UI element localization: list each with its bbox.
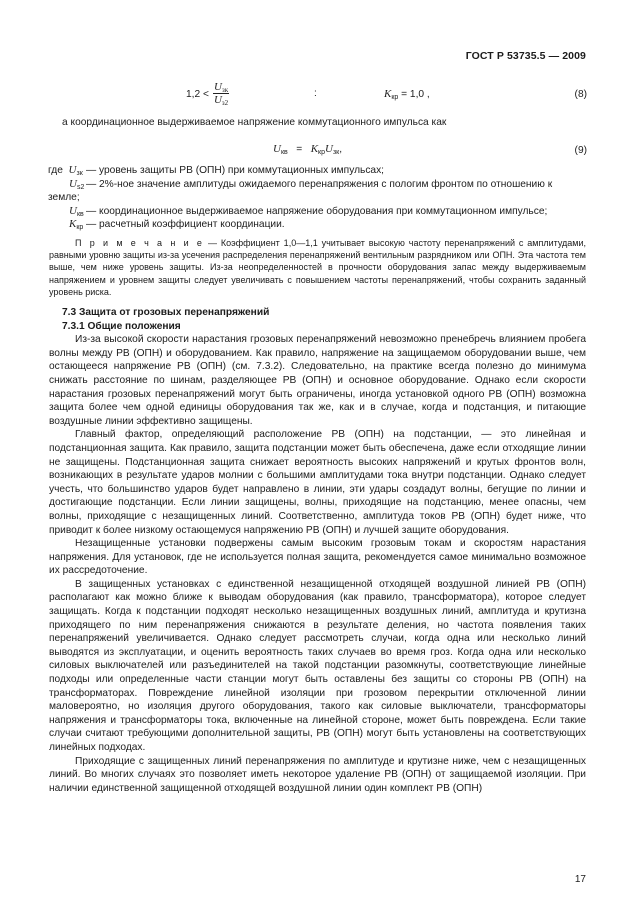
def-var: K — [69, 218, 77, 231]
section-heading-7-3: 7.3 Защита от грозовых перенапряжений — [62, 307, 270, 318]
eq8-colon: : — [314, 88, 317, 99]
eq8-k-var: K — [384, 88, 392, 100]
intro-line — [62, 116, 586, 130]
eq8-k-rhs: = 1,0 , — [401, 89, 430, 100]
def-var: U — [69, 204, 77, 217]
definition-item — [48, 164, 586, 178]
definition-continuation: земле; — [48, 192, 80, 204]
eq9-lhs-var: U — [273, 143, 281, 155]
def-text: — координационное выдерживаемое напряжение оборудования при коммутационном импульсе; — [86, 205, 548, 217]
note-paragraph — [49, 237, 586, 298]
body-paragraph: Из-за высокой скорости нарастания грозовых перенапряжений невозможно пренебречь влиянием пробега волны между РВ (ОПН) и оборудованием. Как правило, напряжение на защищаемом оборудовании выше, чем остающееся напряжение РВ (ОПН) (см. 7.3.2). Следовательно, на практике всегда полезно до минимума снижать расстояние по шинам, разделяющее РВ (ОПН) и основное оборудование. Однако если скорости нарастания грозовых перенапряжений могут быть ограничены, иногда установкой одного РВ (ОПН) возможна защита более чем одной единицы оборудования так же, как и в случае, когда и подстанция, и питающие воздушные линии эффективно защищены. — [49, 334, 586, 427]
eq9-k-var: K — [310, 143, 319, 155]
def-text: — 2%-ное значение амплитуды ожидаемого перенапряжения с пологим фронтом по отношению к — [86, 178, 553, 190]
body-paragraph: В защищенных установках с единственной незащищенной отходящей воздушной линией РВ (ОПН) располагают как можно ближе к выводам оборудования (как правило, трансформатора), которое следует защищать. Когда к подстанции подходят несколько незащищенных воздушных линий, амплитуда и крутизна приходящего по ним перенапряжения снижаются в результате деления, но частота появления таких перенапряжений увеличивается. Однако следует рассмотреть случаи, когда одна или несколько линий выводятся из эксплуатации, и оценить вероятность таких случаев во время гроз. Когда одна или несколько силовых выключателей или разъединителей на такой подстанции разомкнуты, соответствующие линейные подходы или определенные части станции могут быть оставлены без защиты со стороны РВ (ОПН) на трансформаторах. Повреждение линейной изоляции при грозовом перекрытии отключенной линии маловероятно, но изоляция другого оборудования, такого как силовые выключатели, трансформаторы напряжения и трансформаторы тока, включенные на линейной стороне, может быть повреждена. Если такие случаи считают требующими дополнительной защиты, РВ (ОПН) могут быть установлены на соответствующих линейных подходах. — [49, 578, 586, 753]
def-text: — расчетный коэффициент координации. — [86, 219, 285, 231]
definition-item — [48, 178, 586, 192]
definitions-list — [48, 164, 586, 232]
eq9-lhs-sub: кв — [280, 149, 288, 156]
eq8-num-sub: зк — [221, 86, 229, 94]
para-intro: а координационное выдерживаемое напряжение коммутационного импульса как — [62, 117, 447, 128]
note-block — [49, 237, 586, 298]
definition-item — [48, 205, 586, 219]
section-heading-7-3-1: 7.3.1 Общие положения — [62, 320, 181, 332]
def-sub: кр — [76, 224, 84, 232]
body-paragraph: Приходящие с защищенных линий перенапряжения по амплитуде и крутизне ниже, чем с незащищенных линий. Во многих случаях это позволяет иметь некоторое удаление РВ (ОПН) от защищаемой изоляции. При наличии единственной защищенной отходящей воздушной линии один комплект РВ (ОПН) — [49, 755, 586, 794]
def-text: — уровень защиты РВ (ОПН) при коммутационных импульсах; — [86, 165, 385, 176]
body-paragraph: Незащищенные установки подвержены самым высоким грозовым токам и скоростям нарастания напряжения. Для установок, где не используется полная защита, рекомендуется самое минимально возможное их рассредоточение. — [49, 538, 586, 577]
def-var: U — [68, 164, 77, 176]
eq9-rhs-sub: зк — [332, 149, 340, 156]
equation-8 — [0, 80, 630, 108]
standard-header: ГОСТ Р 53735.5 — 2009 — [465, 50, 586, 62]
def-prefix: где — [48, 165, 63, 176]
page-number: 17 — [574, 874, 586, 885]
body-paragraph: Главный фактор, определяющий расположение РВ (ОПН) на подстанции, — это линейная и подстанционная защита. Как правило, защита подстанции может быть обеспечена, даже если отходящие линии не защищены. Подстанционная защита снижает вероятность высоких напряжений и крутых фронтов волн, возникающих в результате ударов молнии с большими амплитудами тока внутри подстанции. Однако следует учесть, что большинство ударов будет направлено в линии, эти удары создадут волны, бегущие по линии и достигающие подстанции. Если линии защищены, волны, приходящие на подстанцию, менее опасны, чем волны, приходящие с незащищенных линий. Соответственно, амплитуда токов РВ (ОПН) будет ниже, что приводит к более низкому остающемуся напряжению РВ (ОПН) и лучшей защите оборудования. — [49, 429, 586, 536]
eq9-equals: = — [296, 144, 303, 155]
def-sub: s2 — [76, 183, 85, 191]
def-sub: кв — [76, 210, 84, 218]
eq8-den-var: U — [213, 94, 222, 106]
def-sub: зк — [76, 170, 83, 177]
eq8-den-sub: з2 — [221, 99, 229, 107]
eq8-k-sub: кр — [391, 94, 399, 101]
eq9-trail: , — [339, 144, 343, 155]
note-text: — Коэффициент 1,0—1,1 учитывает высокую частоту перенапряжений с амплитудами, равными уровню защиты из-за усечения распределения перенапряжений вентильным разрядником или ОПН. Эта частота тем выше, чем ниже уровень защиты. Из-за неопределенностей в прочности оборудования запас между выдерживаемым напряжением и уровнем защиты следует увеличивать с повышением частоты перенапряжений, чтобы сохранить заданный уровень риска. — [49, 238, 586, 297]
eq8-number: (8) — [574, 89, 587, 100]
equation-9 — [0, 136, 630, 164]
main-content — [49, 306, 586, 795]
def-var: U — [69, 177, 77, 190]
note-label: П р и м е ч а н и е — [75, 238, 205, 248]
eq8-num-var: U — [214, 81, 222, 93]
definition-item — [48, 218, 586, 232]
eq8-lhs: 1,2 < — [186, 89, 209, 100]
eq9-rhs-var: U — [325, 143, 333, 155]
eq8-fraction — [213, 81, 229, 106]
eq9-k-sub: кр — [318, 149, 325, 156]
eq9-number: (9) — [574, 145, 587, 156]
